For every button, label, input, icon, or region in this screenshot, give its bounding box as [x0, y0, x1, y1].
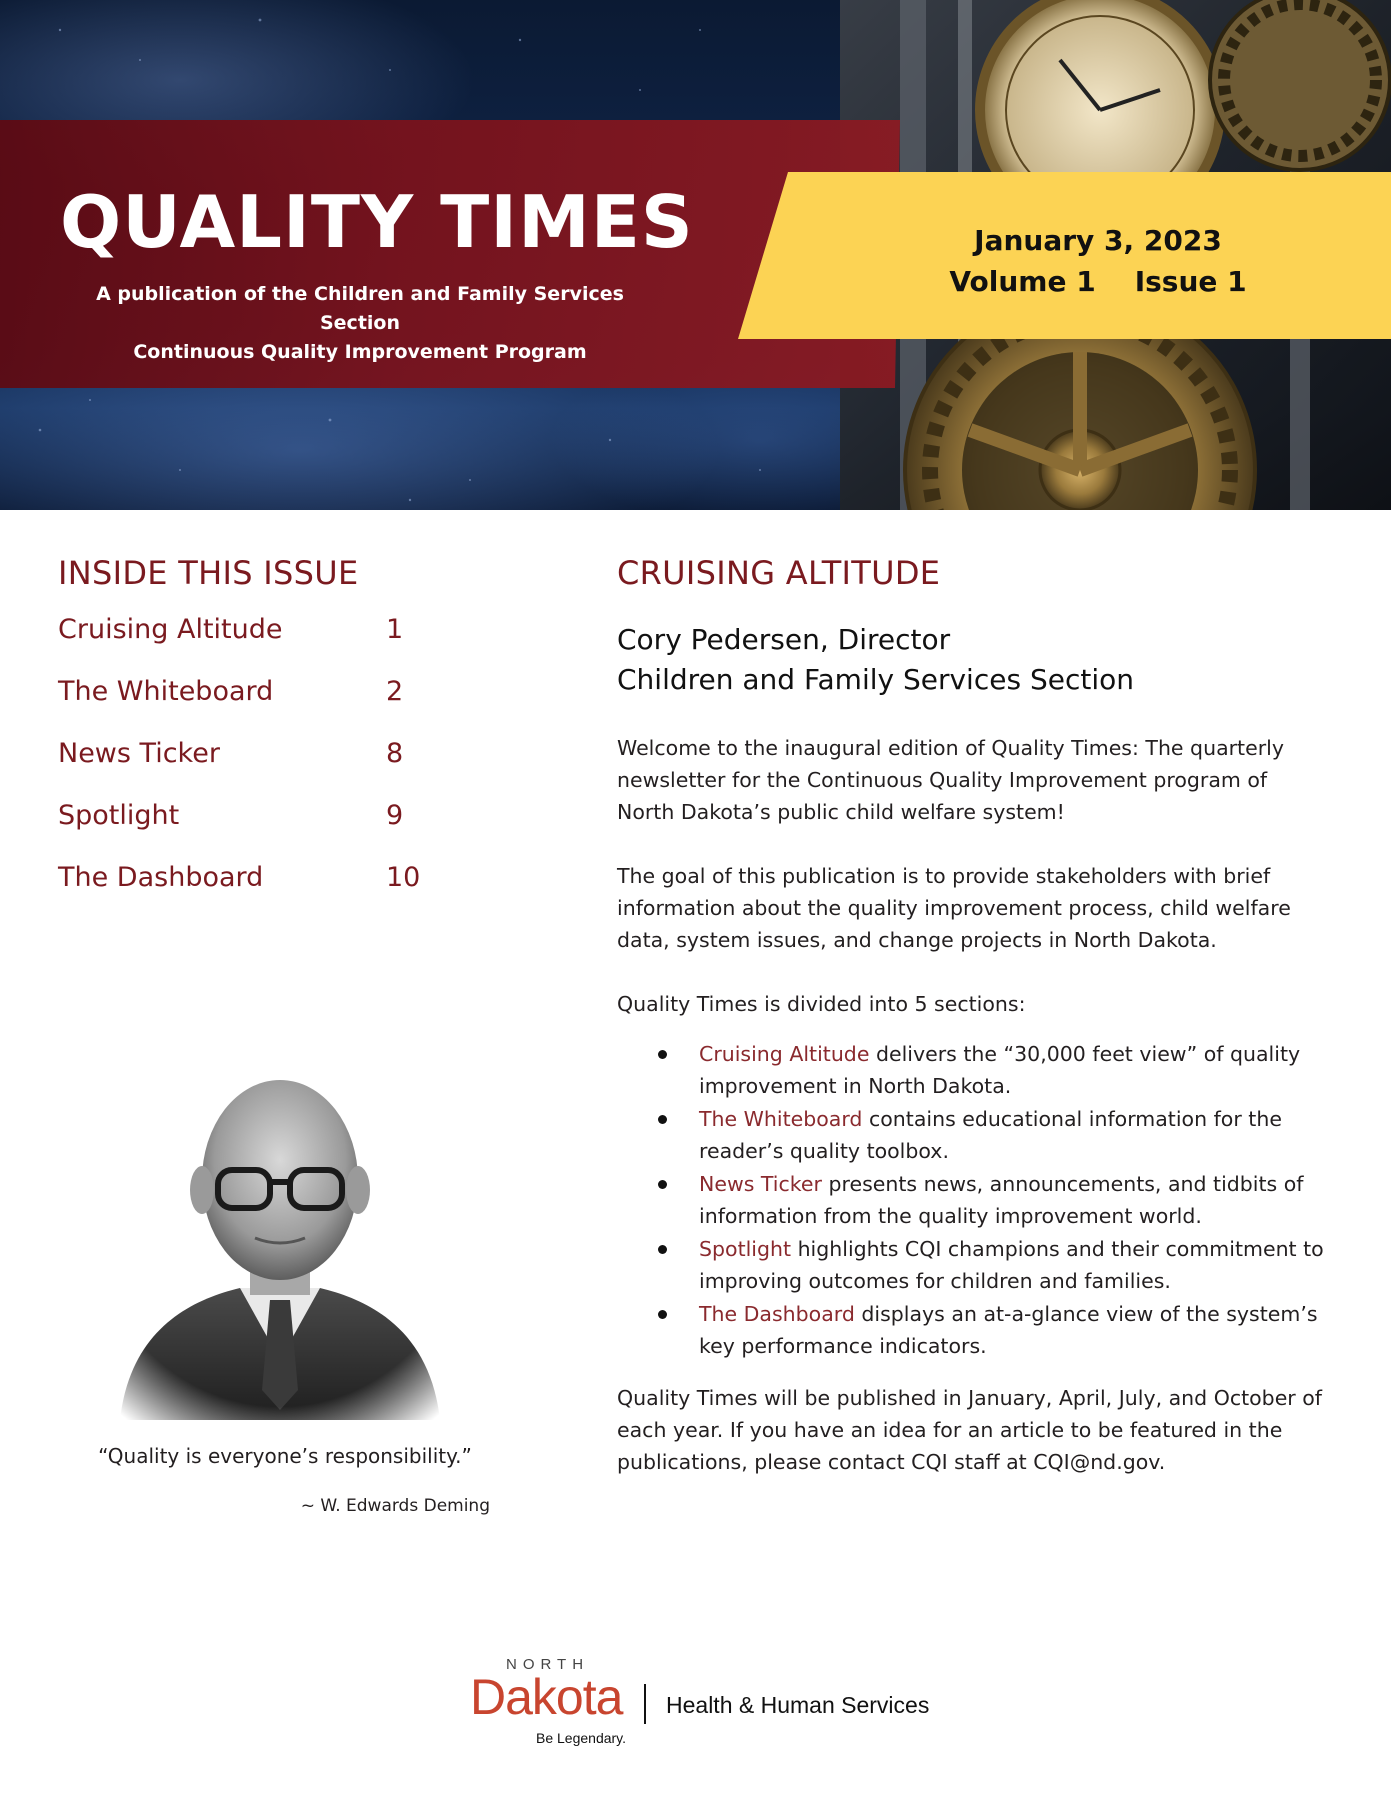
- list-item: [617, 1038, 1337, 1102]
- author-name: Cory Pedersen, Director: [617, 623, 951, 656]
- toc-item-label: Cruising Altitude: [58, 614, 283, 645]
- issue-number: Issue 1: [1134, 265, 1247, 298]
- article-paragraph: The goal of this publication is to provide stakeholders with brief information about the quality improvement process, child welfare data, system issues, and change projects in North Dakota.: [617, 864, 1291, 952]
- toc-item-page: 8: [386, 738, 404, 769]
- section-link-cruising-altitude[interactable]: Cruising Altitude: [699, 1042, 870, 1066]
- newsletter-title: QUALITY TIMES: [60, 180, 694, 264]
- bullet-icon: [658, 1245, 667, 1254]
- volume-number: Volume 1: [949, 265, 1096, 298]
- article-paragraph: Welcome to the inaugural edition of Quality Times: The quarterly newsletter for the Continuous Quality Improvement program of North Dakota’s public child welfare system!: [617, 736, 1284, 824]
- toc-item-page: 1: [386, 614, 404, 645]
- toc-item-page: 9: [386, 800, 404, 831]
- section-description: highlights CQI champions and their commitment to improving outcomes for children and families.: [699, 1237, 1324, 1293]
- bullet-icon: [658, 1180, 667, 1189]
- bullet-icon: [658, 1310, 667, 1319]
- section-link-the-whiteboard[interactable]: The Whiteboard: [699, 1107, 863, 1131]
- section-link-spotlight[interactable]: Spotlight: [699, 1237, 792, 1261]
- logo-divider: [644, 1684, 646, 1724]
- toc-item-label: The Dashboard: [58, 862, 264, 893]
- quote-attribution: ~ W. Edwards Deming: [300, 1496, 490, 1516]
- section-link-news-ticker[interactable]: News Ticker: [699, 1172, 822, 1196]
- toc-item-page: 2: [386, 676, 404, 707]
- subtitle-line-1: A publication of the Children and Family Services Section: [96, 283, 624, 334]
- section-description: displays an at-a-glance view of the system’s key performance indicators.: [699, 1302, 1318, 1358]
- toc-heading: INSIDE THIS ISSUE: [58, 554, 359, 592]
- subtitle-line-2: Continuous Quality Improvement Program: [133, 341, 587, 363]
- section-description: delivers the “30,000 feet view” of quality improvement in North Dakota.: [699, 1042, 1301, 1098]
- toc-item-label: The Whiteboard: [58, 676, 274, 707]
- toc-item-spotlight[interactable]: [58, 800, 438, 862]
- volume-issue: [918, 261, 1278, 302]
- section-description: presents news, announcements, and tidbits of information from the quality improvement world.: [699, 1172, 1304, 1228]
- toc-item-news-ticker[interactable]: [58, 738, 438, 800]
- article-heading: CRUISING ALTITUDE: [617, 554, 941, 592]
- toc-item-page: 10: [386, 862, 421, 893]
- logo-tagline: Be Legendary.: [536, 1730, 627, 1746]
- newsletter-subtitle: [60, 280, 660, 367]
- list-item: [617, 1298, 1337, 1362]
- article-paragraph: Quality Times will be published in January, April, July, and October of each year. If you have an idea for an article to be featured in the publications, please contact CQI staff at CQI@nd.gov.: [617, 1386, 1323, 1474]
- author-section: Children and Family Services Section: [617, 663, 1134, 696]
- list-item: [617, 1103, 1337, 1167]
- list-item: [617, 1233, 1337, 1297]
- issue-date: January 3, 2023: [974, 224, 1222, 257]
- deming-portrait-photo: [110, 1060, 450, 1420]
- article-byline: [617, 620, 1134, 700]
- toc-item-label: News Ticker: [58, 738, 220, 769]
- deming-quote: “Quality is everyone’s responsibility.”: [98, 1444, 472, 1468]
- list-item: [617, 1168, 1337, 1232]
- logo-north-text: NORTH: [506, 1656, 590, 1673]
- logo-department: Health & Human Services: [666, 1692, 930, 1718]
- issue-info: [918, 220, 1278, 302]
- bullet-icon: [658, 1050, 667, 1059]
- masthead-banner: [0, 0, 1391, 510]
- sections-list: [617, 1038, 1337, 1363]
- toc-item-label: Spotlight: [58, 800, 180, 831]
- toc-item-cruising-altitude[interactable]: [58, 614, 438, 676]
- section-description: contains educational information for the reader’s quality toolbox.: [699, 1107, 1282, 1163]
- nd-hhs-logo: [470, 1650, 940, 1760]
- article-paragraph: Quality Times is divided into 5 sections:: [617, 992, 1026, 1016]
- section-link-the-dashboard[interactable]: The Dashboard: [699, 1302, 855, 1326]
- toc-item-the-dashboard[interactable]: [58, 862, 438, 924]
- logo-dakota-wordmark: Dakota: [470, 1669, 623, 1725]
- toc-item-the-whiteboard[interactable]: [58, 676, 438, 738]
- table-of-contents: [58, 614, 438, 924]
- bullet-icon: [658, 1115, 667, 1124]
